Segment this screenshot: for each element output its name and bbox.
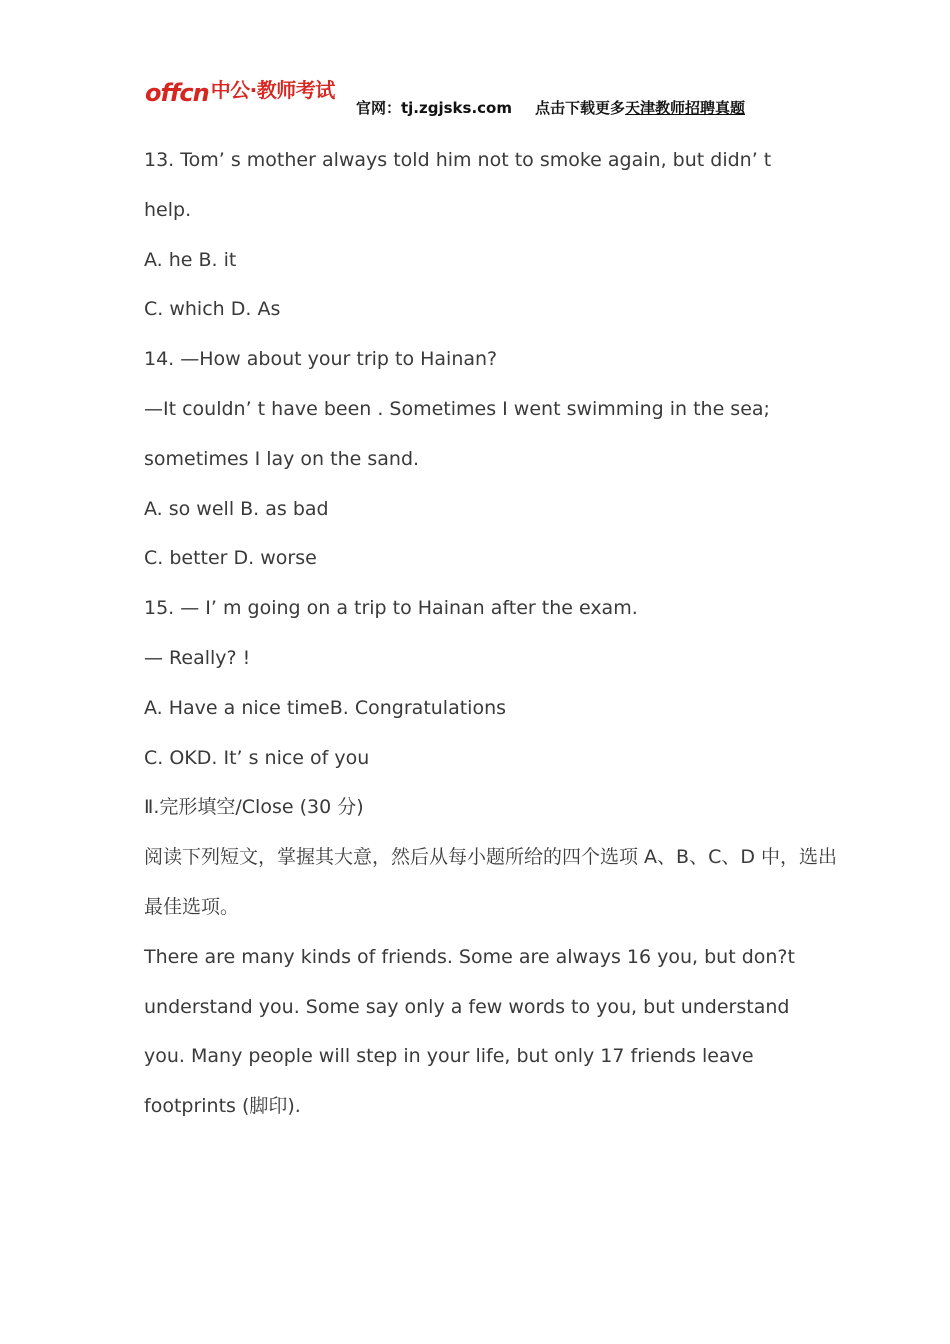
text-line: 14. —How about your trip to Hainan? <box>144 348 498 371</box>
section-heading: Ⅱ.完形填空/Close (30 分) <box>144 796 364 819</box>
text-line: you. Many people will step in your life, but only 17 friends leave <box>144 1045 754 1068</box>
text-line: A. he B. it <box>144 248 237 271</box>
offcn-logo <box>145 74 335 110</box>
logo-brand: offcn <box>145 79 209 107</box>
text-line: C. OKD. It’ s nice of you <box>144 746 370 769</box>
text-line: A. Have a nice timeB. Congratulations <box>144 696 507 719</box>
download-link-text[interactable]: 天津教师招聘真题 <box>625 99 746 117</box>
text-line: understand you. Some say only a few words to you, but understand <box>144 995 790 1018</box>
page-header <box>145 74 785 118</box>
text-line: —It couldn’ t have been . Sometimes I went swimming in the sea; <box>144 397 770 420</box>
text-line: There are many kinds of friends. Some are always 16 you, but don?t <box>144 945 795 968</box>
text-line: 13. Tom’ s mother always told him not to smoke again, but didn’ t <box>144 149 772 171</box>
text-line: 15. — I’ m going on a trip to Hainan after the exam. <box>144 597 638 620</box>
text-line: — Really? ! <box>144 646 251 669</box>
text-line: sometimes I lay on the sand. <box>144 447 420 470</box>
logo-text: 中公·教师考试 <box>210 78 335 102</box>
text-line: 最佳选项。 <box>144 895 240 918</box>
download-prefix: 点击下载更多 <box>535 99 626 117</box>
text-line: A. so well B. as bad <box>144 497 329 520</box>
download-more-link[interactable] <box>535 97 745 118</box>
text-line: help. <box>144 198 192 221</box>
text-line: C. better D. worse <box>144 547 317 570</box>
document-body <box>144 136 838 1132</box>
text-line: C. which D. As <box>144 298 281 321</box>
site-url[interactable]: 官网：tj.zgjsks.com <box>356 99 512 117</box>
text-line: 阅读下列短文，掌握其大意，然后从每小题所给的四个选项 A、B、C、D 中，选出 <box>144 846 838 869</box>
text-line: footprints (脚印). <box>144 1095 301 1118</box>
